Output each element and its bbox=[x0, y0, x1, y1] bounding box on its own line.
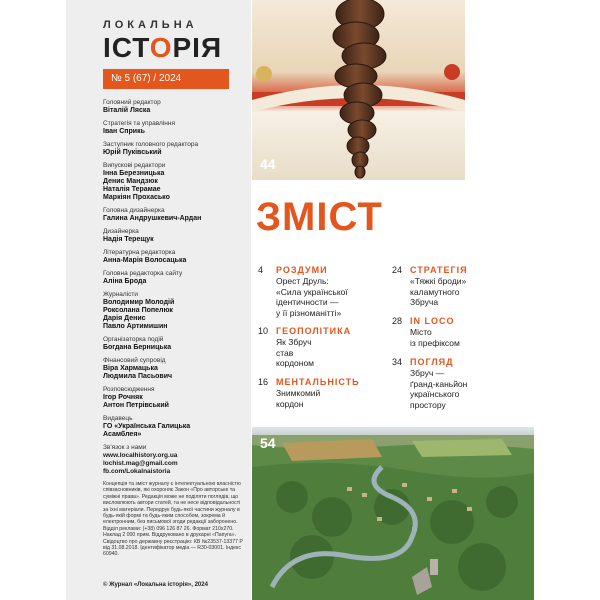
credit-role: Головна редакторка сайту bbox=[103, 270, 183, 277]
contacts-heading: Зв'язок з нами bbox=[103, 444, 147, 451]
entry-description-line: став bbox=[276, 347, 294, 358]
credit-name: Анна-Марія Волосацька bbox=[103, 257, 187, 264]
issue-number-badge: № 5 (67) / 2024 bbox=[103, 69, 229, 89]
entry-description-line: Місто bbox=[410, 327, 432, 337]
contact-email[interactable]: lochist.mag@gmail.com bbox=[103, 460, 178, 467]
credit-role: Журналісти bbox=[103, 291, 139, 298]
entry-description-line: кордоном bbox=[276, 358, 315, 368]
credit-entry bbox=[103, 120, 248, 136]
credit-name: Ігор Рочняк bbox=[103, 394, 143, 401]
credit-name: Павло Артимишин bbox=[103, 323, 168, 330]
credit-entry bbox=[103, 207, 248, 223]
entry-description-line: Збруч — bbox=[410, 368, 445, 378]
entry-section: РОЗДУМИ bbox=[276, 265, 328, 275]
credit-name: Аліна Бродa bbox=[103, 278, 147, 285]
credit-name: Маркіян Прохасько bbox=[103, 194, 170, 201]
logo-main-post: РІЯ bbox=[172, 32, 223, 63]
logo-main-accent: О bbox=[149, 32, 173, 63]
entry-description bbox=[276, 337, 388, 369]
legal-notice: Концепція та зміст журналу є інтелектуальною власністю співзасновників, які охороняє Закон «Про авторське та суміжні права». Редакція може не поділяти поглядів, що висловлюють автори статей, та не несе відповідальності за їхні матеріали. Передрук будь-якої частини журналу в будь-якій формі та будь-яким способом, зокрема й електронним, без письмової згоди редакції заборонено. Відділ реклами: (+38) 096 126 87 26. Формат 210х270. Наклад 2 000 прим. Віддруковано в друкарні «Папуга». Свідоцтво про державну реєстрацію: КВ №23537-13377 Р від 31.08.2018. Ідентифікатор медіа — R30-03001. Індекс 60940. bbox=[103, 481, 243, 558]
entry-section: ГЕОПОЛІТИКА bbox=[276, 326, 352, 336]
logo-main-pre: ІСТ bbox=[103, 32, 150, 63]
credits-list bbox=[103, 99, 248, 439]
credit-name: Денис Мандзюк bbox=[103, 178, 158, 185]
entry-description bbox=[410, 368, 522, 410]
credit-name: Надія Терещук bbox=[103, 236, 154, 243]
credit-entry bbox=[103, 228, 248, 244]
credit-entry bbox=[103, 291, 248, 331]
entry-section: СТРАТЕГІЯ bbox=[410, 265, 468, 275]
entry-page-number: 16 bbox=[258, 377, 269, 387]
credit-role: Заступник головного редактора bbox=[103, 141, 199, 148]
logo-top-line: ЛОКАЛЬНА bbox=[103, 19, 198, 31]
credit-entry bbox=[103, 99, 248, 115]
credit-name: Роксолана Попелюк bbox=[103, 307, 173, 314]
credit-name: Людмила Пасьович bbox=[103, 373, 173, 380]
entry-page-number: 24 bbox=[392, 265, 403, 275]
credit-entry bbox=[103, 415, 248, 439]
credit-name: Інна Березницька bbox=[103, 170, 165, 177]
entry-page-number: 34 bbox=[392, 357, 403, 367]
credit-entry bbox=[103, 357, 248, 381]
credit-name: Володимир Молодій bbox=[103, 299, 175, 306]
credit-entry bbox=[103, 162, 248, 202]
credit-role: Організаторка подій bbox=[103, 336, 164, 343]
credit-entry bbox=[103, 270, 248, 286]
landscape-photo bbox=[252, 427, 534, 600]
credit-role: Головна дизайнерка bbox=[103, 207, 165, 214]
entry-description-line: «Тяжкі броди» bbox=[410, 276, 467, 286]
entry-section: МЕНТАЛЬНІСТЬ bbox=[276, 377, 360, 387]
credit-role: Головний редактор bbox=[103, 99, 161, 106]
entry-description-line: кордон bbox=[276, 398, 304, 409]
entry-page-number: 10 bbox=[258, 326, 269, 336]
credit-role: Випускові редактори bbox=[103, 162, 166, 169]
entry-description-line: простору bbox=[410, 399, 446, 410]
contact-facebook[interactable]: fb.com/Lokalnaistoria bbox=[103, 468, 171, 475]
entry-description-line: Збруча bbox=[410, 297, 439, 307]
credit-name: ГО «Українська Галицька bbox=[103, 423, 191, 430]
credit-role: Літературна редакторка bbox=[103, 249, 176, 256]
entry-description-line: українського bbox=[410, 389, 460, 399]
entry-description-line: ґранд-каньйон bbox=[410, 378, 468, 389]
entry-description-line: ідентичности — bbox=[276, 297, 339, 307]
braid-page-number: 44 bbox=[260, 156, 276, 172]
contacts-block bbox=[103, 444, 251, 476]
braid-drawing bbox=[252, 0, 465, 180]
landscape-page-number: 54 bbox=[260, 435, 276, 451]
credit-entry bbox=[103, 336, 248, 352]
entry-description-line: у її різноманітті» bbox=[276, 307, 342, 318]
credit-name: Іван Сприкь bbox=[103, 128, 145, 135]
credit-entry bbox=[103, 249, 248, 265]
credit-name: Юрій Пуківський bbox=[103, 149, 162, 156]
entry-page-number: 28 bbox=[392, 316, 403, 326]
contents-title: ЗМІСТ bbox=[256, 195, 383, 239]
credit-name: Богдана Берницька bbox=[103, 344, 172, 351]
entry-description-line: «Сила української bbox=[276, 286, 348, 297]
landscape-drawing bbox=[252, 427, 534, 600]
credit-name: Галина Андрушкевич-Ардан bbox=[103, 215, 202, 222]
credit-role: Дизайнерка bbox=[103, 228, 139, 235]
credit-role: Розповсюдження bbox=[103, 386, 155, 393]
entry-description-line: Як Збруч bbox=[276, 337, 312, 347]
credit-role: Видавець bbox=[103, 415, 133, 422]
entry-page-number: 4 bbox=[258, 265, 264, 275]
credit-role: Фінансовий супровід bbox=[103, 357, 166, 364]
credit-name: Антон Петрівський bbox=[103, 402, 169, 409]
contact-website[interactable]: www.localhistory.org.ua bbox=[103, 452, 178, 459]
credit-name: Віра Хармацька bbox=[103, 365, 158, 372]
entry-description bbox=[410, 327, 522, 348]
entry-description-line: Орест Друль: bbox=[276, 276, 329, 286]
credit-entry bbox=[103, 141, 248, 157]
credit-entry bbox=[103, 386, 248, 410]
credit-name: Наталія Терамае bbox=[103, 186, 161, 193]
masthead-column bbox=[66, 0, 251, 600]
credit-name: Асамблея» bbox=[103, 431, 142, 438]
entry-description-line: каламутного bbox=[410, 286, 460, 297]
entry-description bbox=[276, 276, 388, 318]
entry-description-line: Знимкомий bbox=[276, 388, 321, 398]
credit-role: Стратегія та управління bbox=[103, 120, 175, 127]
entry-section: ПОГЛЯД bbox=[410, 357, 454, 367]
copyright-line: © Журнал «Локальна історія», 2024 bbox=[103, 582, 208, 588]
entry-description-line: із префіксом bbox=[410, 337, 460, 348]
credit-name: Віталій Ляска bbox=[103, 107, 151, 114]
credit-name: Дарія Денис bbox=[103, 315, 146, 322]
entry-section: IN LOCO bbox=[410, 316, 455, 326]
logo-main-line bbox=[103, 33, 251, 63]
entry-description bbox=[276, 388, 388, 409]
entry-description bbox=[410, 276, 522, 308]
braid-illustration bbox=[252, 0, 465, 180]
